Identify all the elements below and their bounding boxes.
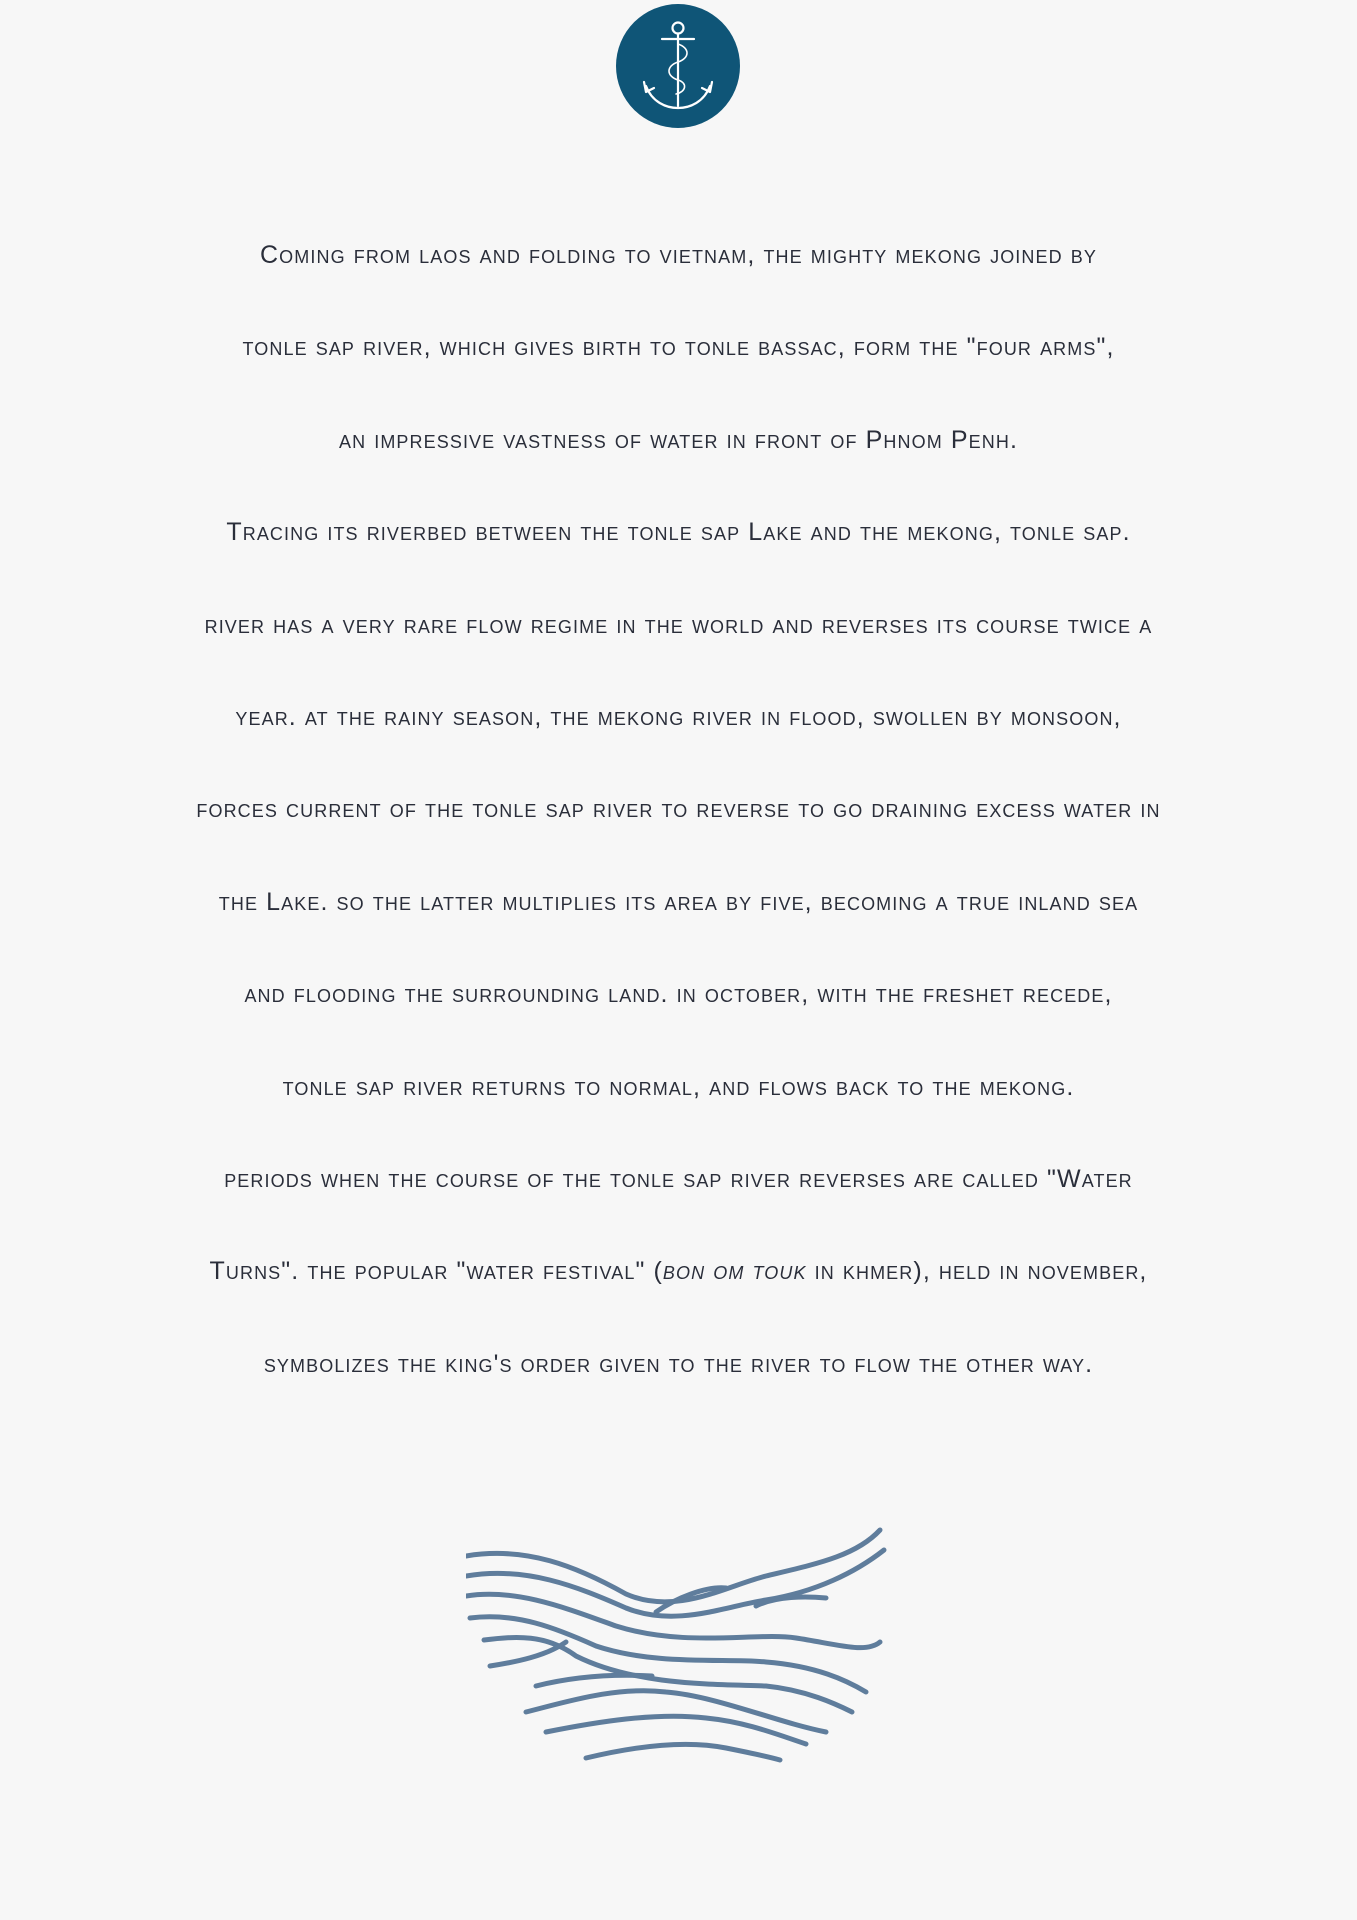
text-segment: year. at the rainy season, the mekong river in flood, swollen by monsoon, bbox=[235, 702, 1122, 731]
text-segment: river has a very rare flow regime in the world and reverses its course twice a bbox=[204, 610, 1153, 639]
text-line bbox=[80, 499, 1277, 591]
text-line bbox=[80, 592, 1277, 684]
text-line bbox=[80, 314, 1277, 406]
anchor-logo bbox=[616, 4, 740, 128]
text-line bbox=[80, 1331, 1277, 1423]
text-line bbox=[80, 961, 1277, 1053]
body-text bbox=[80, 222, 1277, 1423]
text-segment: Tracing its riverbed between the tonle sap Lake and the mekong, tonle sap. bbox=[226, 518, 1131, 547]
text-segment: and flooding the surrounding land. in october, with the freshet recede, bbox=[244, 980, 1113, 1009]
text-line bbox=[80, 1054, 1277, 1146]
text-segment: periods when the course of the tonle sap river reverses are called "Water bbox=[224, 1164, 1133, 1193]
text-segment: an impressive vastness of water in front of Phnom Penh. bbox=[338, 425, 1018, 454]
text-line bbox=[80, 407, 1277, 499]
text-segment: the Lake. so the latter multiplies its area by five, becoming a true inland sea bbox=[218, 887, 1139, 916]
waves-icon bbox=[466, 1516, 892, 1776]
text-segment: tonle sap river returns to normal, and flows back to the mekong. bbox=[282, 1072, 1075, 1101]
text-segment: Coming from laos and folding to vietnam, the mighty mekong joined by bbox=[260, 241, 1097, 269]
anchor-icon bbox=[616, 4, 740, 128]
text-line bbox=[80, 1238, 1277, 1330]
text-line bbox=[80, 684, 1277, 776]
text-line bbox=[80, 1146, 1277, 1238]
text-line bbox=[80, 869, 1277, 961]
text-line bbox=[80, 222, 1277, 314]
text-segment: forces current of the tonle sap river to reverse to go draining excess water in bbox=[196, 795, 1161, 824]
text-line bbox=[80, 776, 1277, 868]
text-segment: tonle sap river, which gives birth to tonle bassac, form the "four arms", bbox=[242, 333, 1115, 362]
text-emphasis: bon om touk bbox=[662, 1257, 807, 1286]
text-segment: symbolizes the king's order given to the river to flow the other way. bbox=[263, 1349, 1094, 1378]
text-segment: in khmer), held in november, bbox=[806, 1257, 1148, 1286]
text-segment: Turns". the popular "water festival" ( bbox=[209, 1257, 663, 1286]
